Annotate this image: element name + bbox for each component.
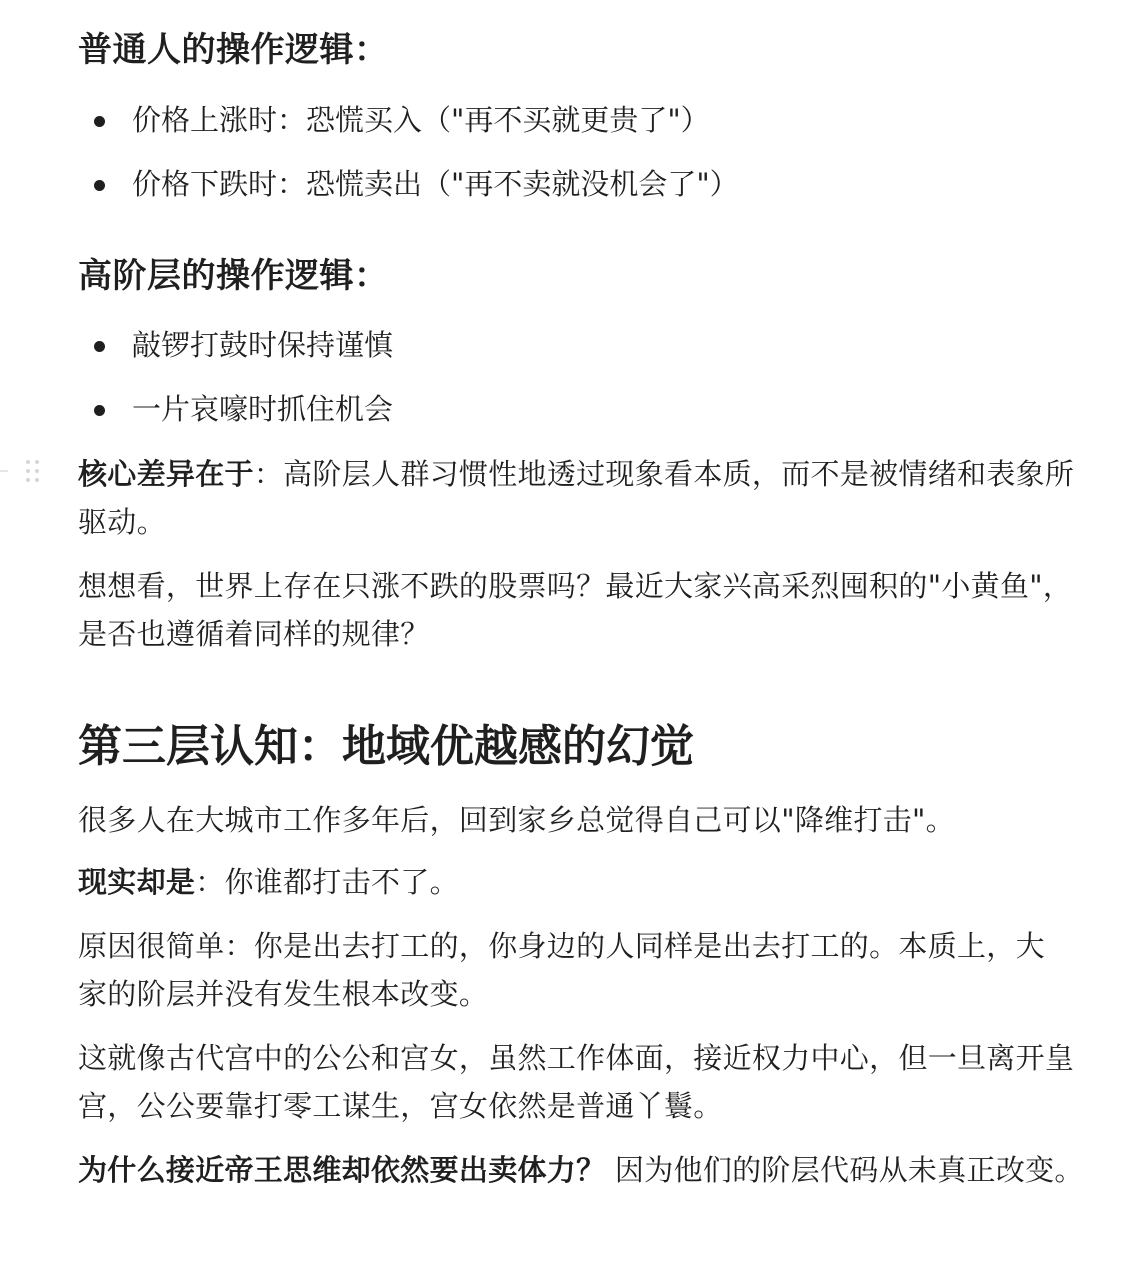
heading-common-logic: 普通人的操作逻辑：: [78, 30, 389, 70]
list-item: 价格上涨时：恐慌买入（"再不买就更贵了"）: [78, 102, 739, 166]
common-logic-list: [78, 102, 739, 230]
why-label: 为什么接近帝王思维却依然要出卖体力？: [78, 1153, 606, 1187]
reality-text: ：你谁都打击不了。: [195, 865, 459, 899]
core-difference-text: ：高阶层人群习惯性地透过现象看本质，而不是被情绪和表象所驱动。: [78, 457, 1075, 539]
drag-handle-icon[interactable]: [26, 460, 40, 486]
elite-logic-list: [78, 327, 393, 455]
heading-elite-logic: 高阶层的操作逻辑：: [78, 256, 389, 296]
list-item: 敲锣打鼓时保持谨慎: [78, 327, 393, 391]
list-item: 价格下跌时：恐慌卖出（"再不卖就没机会了"）: [78, 166, 739, 230]
reality-label: 现实却是: [78, 865, 196, 899]
why-paragraph: [78, 1146, 1088, 1194]
why-text: 因为他们的阶层代码从未真正改变。: [605, 1153, 1084, 1187]
heading-third-level: 第三层认知：地域优越感的幻觉: [78, 721, 694, 772]
block-edge-marker: [0, 470, 8, 472]
intro-paragraph: 很多人在大城市工作多年后，回到家乡总觉得自己可以"降维打击"。: [78, 803, 955, 837]
core-difference-paragraph: [78, 450, 1088, 546]
reality-paragraph: [78, 858, 1088, 906]
core-difference-label: 核心差异在于: [78, 457, 254, 491]
think-paragraph: 想想看，世界上存在只涨不跌的股票吗？最近大家兴高采烈囤积的"小黄鱼"，是否也遵循着同样的规律？: [78, 569, 1073, 651]
reason-paragraph: 原因很简单：你是出去打工的，你身边的人同样是出去打工的。本质上，大家的阶层并没有发生根本改变。: [78, 929, 1045, 1011]
list-item: 一片哀嚎时抓住机会: [78, 391, 393, 455]
analogy-paragraph: 这就像古代宫中的公公和宫女，虽然工作体面，接近权力中心，但一旦离开皇宫，公公要靠打零工谋生，宫女依然是普通丫鬟。: [78, 1041, 1075, 1123]
